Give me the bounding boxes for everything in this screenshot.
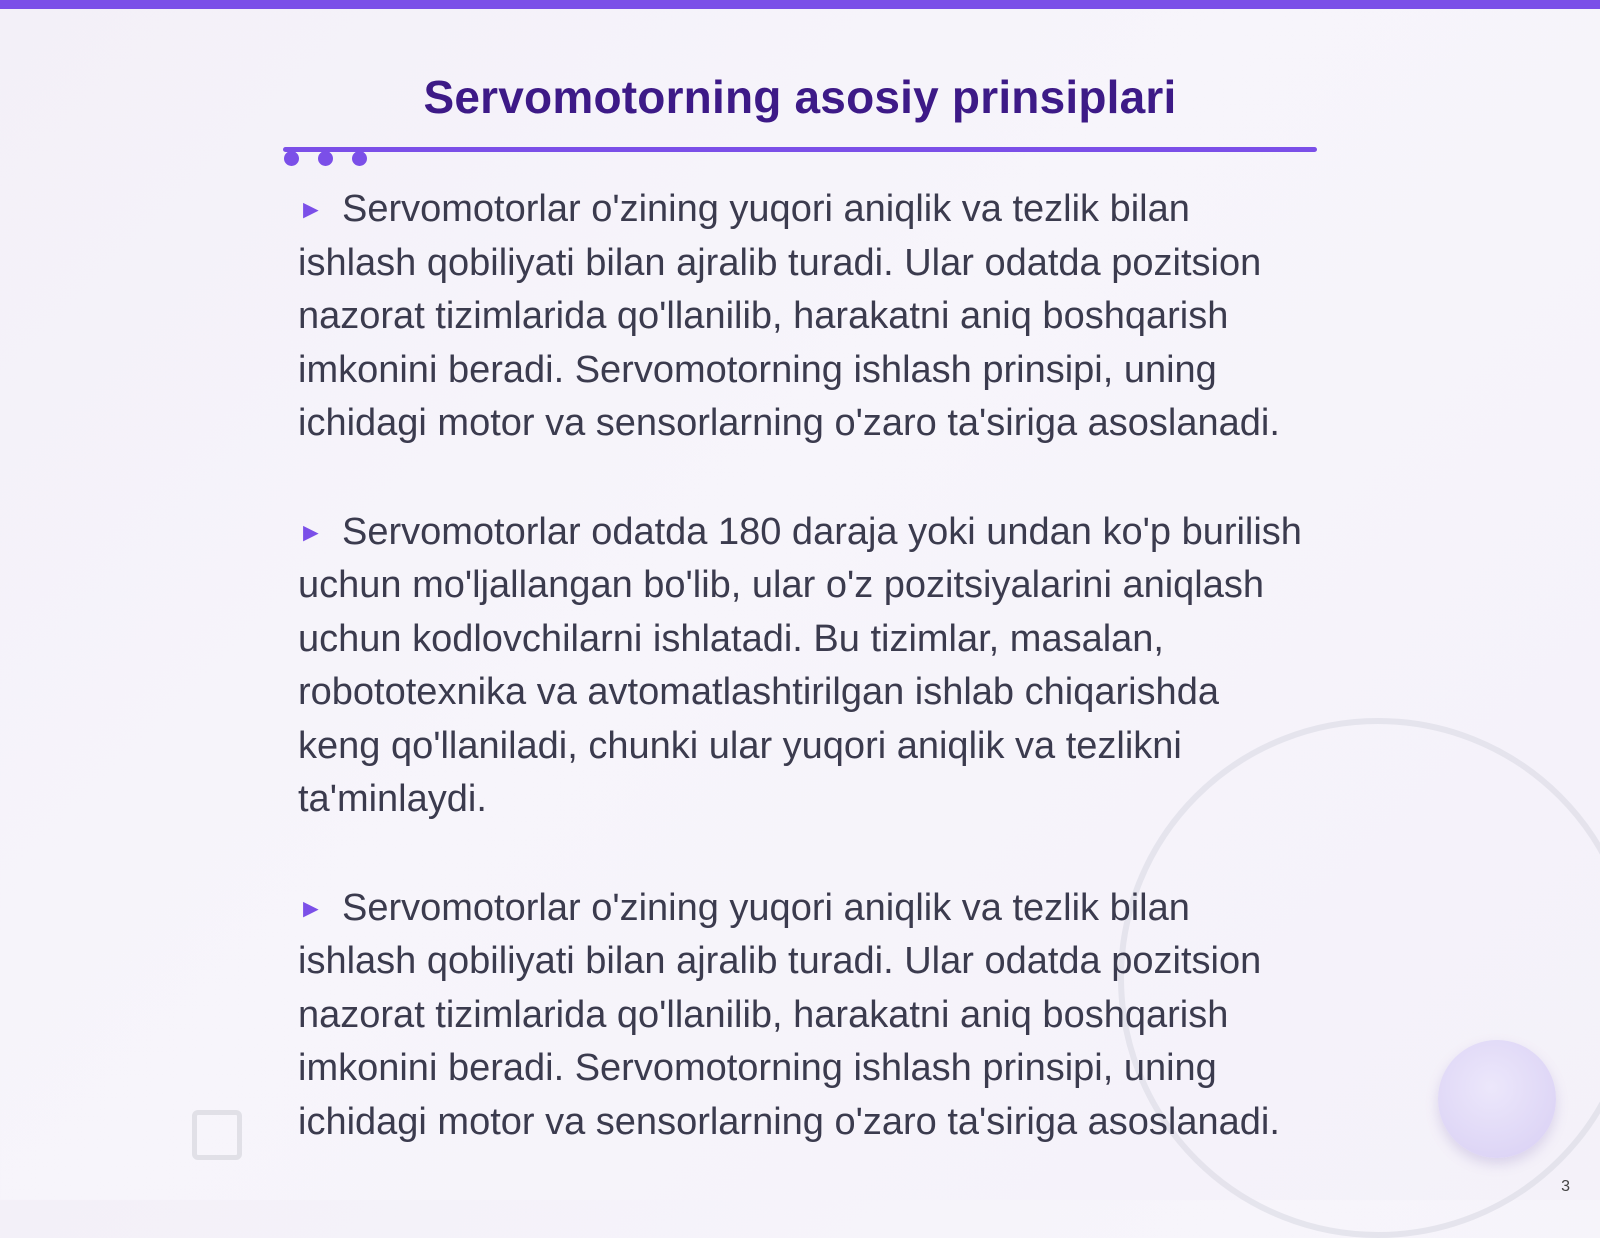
decorative-dot [352, 151, 367, 166]
decorative-dot [318, 151, 333, 166]
page-number: 3 [1561, 1178, 1570, 1195]
triangle-bullet-icon: ► [298, 194, 324, 224]
bullet-item [298, 506, 1308, 827]
bullet-item [298, 882, 1308, 1150]
triangle-bullet-icon: ► [298, 516, 324, 547]
decorative-disc [1438, 1040, 1556, 1158]
triangle-bullet-icon: ► [298, 892, 324, 923]
decorative-dot [284, 151, 299, 166]
bullet-list [298, 183, 1308, 1204]
bullet-text: Servomotorlar odatda 180 daraja yoki undan ko'p burilish uchun mo'ljallangan bo'lib, ular o'z pozitsiyalarini aniqlash uchun kodlovchilarni ishlatadi. Bu tizimlar, masalan, robototexnika va avtomatlashtirilgan ishlab chiqarishda keng qo'llaniladi, chunki ular yuqori aniqlik va tezlikni ta'minlaydi. [298, 510, 1302, 820]
decorative-square [192, 1110, 242, 1160]
bullet-item [298, 183, 1308, 451]
top-accent-bar [0, 0, 1600, 9]
title-underline [283, 147, 1317, 152]
bullet-text: Servomotorlar o'zining yuqori aniqlik va tezlik bilan ishlash qobiliyati bilan ajralib turadi. Ular odatda pozitsion nazorat tizimlarida qo'llanilib, harakatni aniq boshqarish imkonini beradi. Servomotorning ishlash prinsipi, uning ichidagi motor va sensorlarning o'zaro ta'siriga asoslanadi. [298, 188, 1280, 444]
bullet-text: Servomotorlar o'zining yuqori aniqlik va tezlik bilan ishlash qobiliyati bilan ajralib turadi. Ular odatda pozitsion nazorat tizimlarida qo'llanilib, harakatni aniq boshqarish imkonini beradi. Servomotorning ishlash prinsipi, uning ichidagi motor va sensorlarning o'zaro ta'siriga asoslanadi. [298, 886, 1280, 1143]
slide-title: Servomotorning asosiy prinsiplari [423, 71, 1177, 123]
